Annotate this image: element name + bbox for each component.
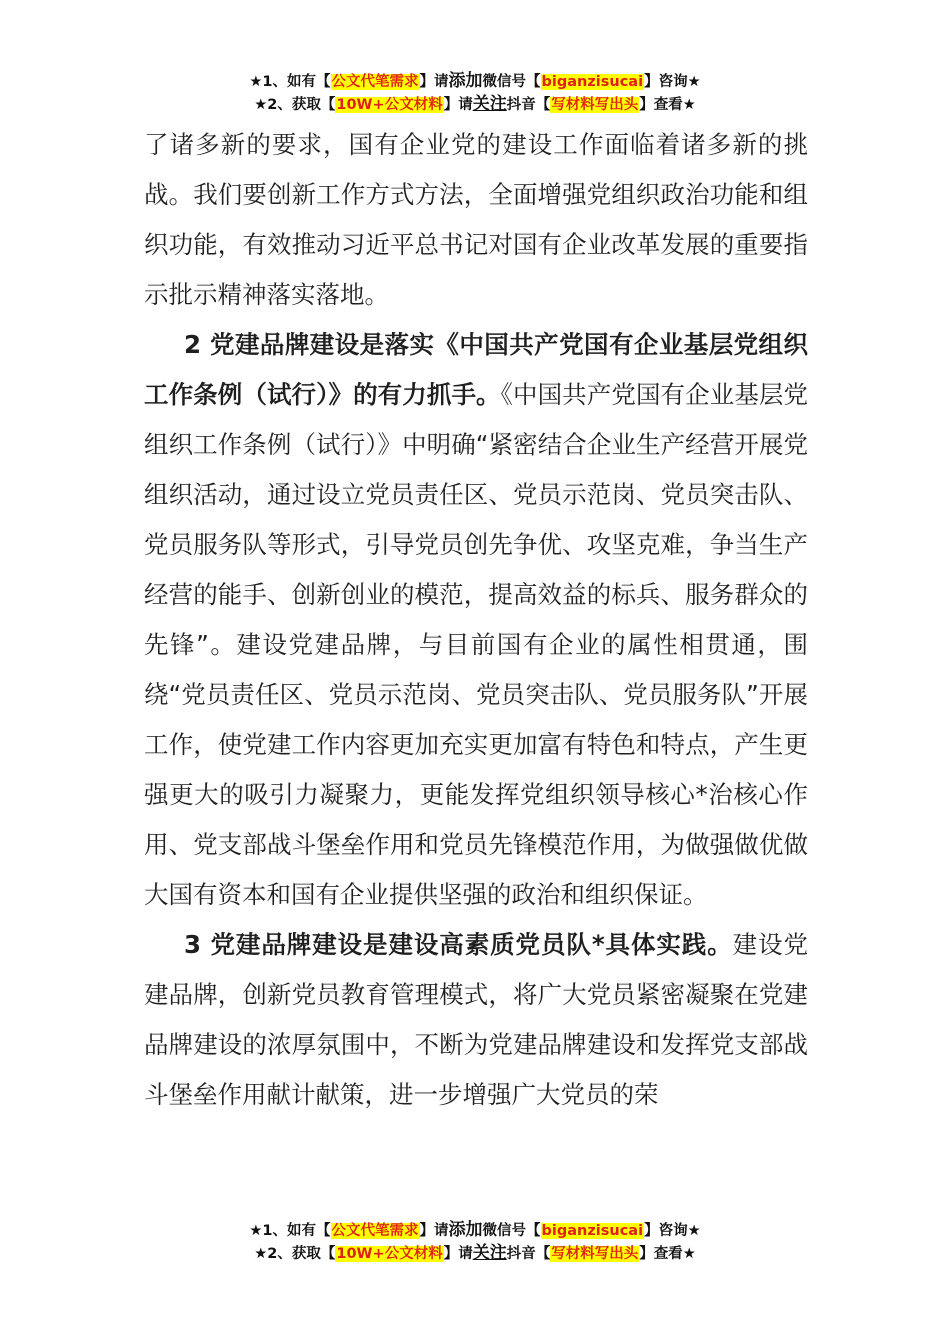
banner-emphasis: 添加 xyxy=(448,71,483,91)
banner-text: 】请 xyxy=(419,74,449,90)
document-body xyxy=(144,120,808,1120)
banner-text: ★2、获取【 xyxy=(254,97,336,113)
banner-text: 】咨询★ xyxy=(644,74,701,90)
banner-text: 】请 xyxy=(443,97,473,113)
header-banner xyxy=(0,70,950,116)
banner-text: ★1、如有【 xyxy=(249,1223,331,1239)
banner-text: ★1、如有【 xyxy=(249,74,331,90)
banner-text: 】查看★ xyxy=(639,1246,696,1262)
paragraph-2 xyxy=(144,320,808,920)
paragraph-3 xyxy=(144,920,808,1120)
highlight-service: 公文代笔需求 xyxy=(331,74,419,90)
banner-line-1 xyxy=(0,1219,950,1242)
highlight-service: 公文代笔需求 xyxy=(331,1223,419,1239)
banner-line-1 xyxy=(0,70,950,93)
banner-text: 微信号【 xyxy=(482,74,541,90)
banner-emphasis: 关注 xyxy=(472,1243,507,1263)
banner-text: ★2、获取【 xyxy=(254,1246,336,1262)
highlight-material: 10W+公文材料 xyxy=(336,97,443,113)
paragraph-2-text: 《中国共产党国有企业基层党组织工作条例（试行）》中明确“紧密结合企业生产经营开展党组织活动，通过设立党员责任区、党员示范岗、党员突击队、党员服务队等形式，引导党员创先争优、攻坚克难，争当生产经营的能手、创新创业的模范，提高效益的标兵、服务群众的先锋”。建设党建品牌，与目前国有企业的属性相贯通，围绕“党员责任区、党员示范岗、党员突击队、党员服务队”开展工作，使党建工作内容更加充实更加富有特色和特点，产生更强更大的吸引力凝聚力，更能发挥党组织领导核心*治核心作用、党支部战斗堡垒作用和党员先锋模范作用，为做强做优做大国有资本和国有企业提供坚强的政治和组织保证。 xyxy=(144,380,809,909)
highlight-douyin-name: 写材料写出头 xyxy=(551,97,639,113)
banner-text: 微信号【 xyxy=(482,1223,541,1239)
banner-line-2 xyxy=(0,93,950,116)
banner-text: 】查看★ xyxy=(639,97,696,113)
highlight-douyin-name: 写材料写出头 xyxy=(551,1246,639,1262)
banner-text: 】请 xyxy=(419,1223,449,1239)
banner-emphasis: 添加 xyxy=(448,1220,483,1240)
banner-text: 抖音【 xyxy=(506,97,551,113)
banner-line-2 xyxy=(0,1242,950,1265)
banner-text: 抖音【 xyxy=(506,1246,551,1262)
footer-banner xyxy=(0,1219,950,1265)
paragraph-3-text: 建设党建品牌，创新党员教育管理模式，将广大党员紧密凝聚在党建品牌建设的浓厚氛围中，不断为党建品牌建设和发挥党支部战斗堡垒作用献计献策，进一步增强广大党员的荣 xyxy=(144,930,808,1109)
highlight-material: 10W+公文材料 xyxy=(336,1246,443,1262)
banner-text: 】请 xyxy=(443,1246,473,1262)
highlight-wechat-id: biganzisucai xyxy=(541,74,644,90)
paragraph-3-heading: 3 党建品牌建设是建设高素质党员队*具体实践。 xyxy=(184,930,733,959)
paragraph-1: 了诸多新的要求，国有企业党的建设工作面临着诸多新的挑战。我们要创新工作方式方法，全面增强党组织政治功能和组织功能，有效推动习近平总书记对国有企业改革发展的重要指示批示精神落实落地。 xyxy=(144,130,808,309)
banner-emphasis: 关注 xyxy=(472,94,507,114)
highlight-wechat-id: biganzisucai xyxy=(541,1223,644,1239)
paragraph-2-heading: 2 党建品牌建设是落实《中国共产党国有企业基层党组织工作条例（试行）》的有力抓手。 xyxy=(144,330,808,409)
banner-text: 】咨询★ xyxy=(644,1223,701,1239)
